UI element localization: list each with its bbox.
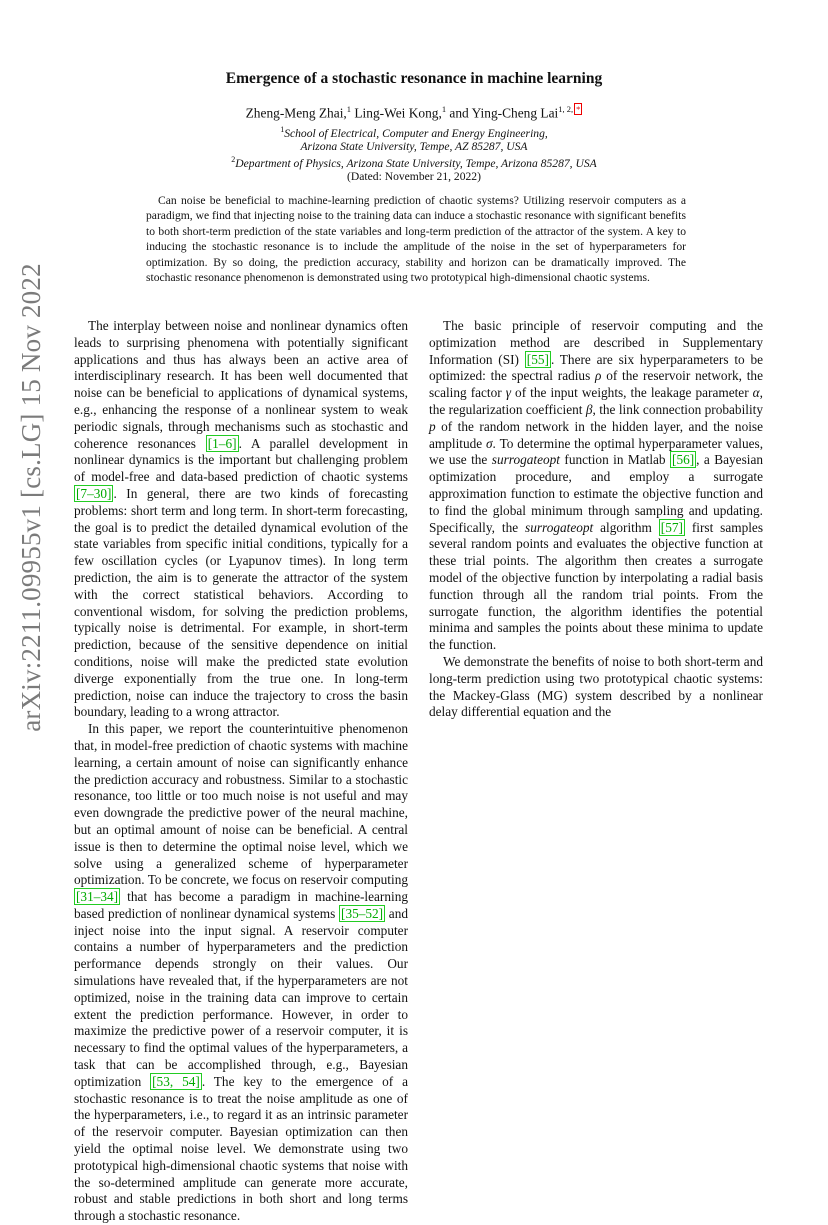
paragraph-text: of the input weights, the leakage parameter — [511, 385, 753, 401]
paper-title: Emergence of a stochastic resonance in machine learning — [225, 70, 603, 87]
math-symbol: β — [585, 401, 593, 417]
author-name: Ling-Wei Kong, — [351, 105, 442, 121]
paragraph-text: , the regularization coefficient — [429, 385, 763, 417]
paragraph-text: first samples several random points and evaluates the objective function at these trial points. The algorithm then creates a surrogate model of the objective function by interpolating a radial basis function through all the random trial points. From the surrogate function, the algorithm identifies the potential minima and samples the points about these minima to update the function. — [429, 519, 764, 653]
math-symbol: p — [429, 418, 436, 434]
affiliation-marker: 1 — [280, 125, 285, 134]
function-name: surrogateopt — [491, 452, 560, 468]
paragraph-text: In this paper, we report the counterintuitive phenomenon that, in model-free prediction of chaotic systems with machine learning, a certain amount of noise can significantly enhance the prediction accuracy and robustness. Similar to a stochastic resonance, too little or too much noise is not useful and may even downgrade the predictive power of the neural machine, but an optimal amount of noise can be beneficial. A central issue is then to determine the optimal noise level, which we solve using a generalized scheme of hyperparameter optimization. To be concrete, we focus on reservoir computing — [74, 721, 408, 888]
math-symbol: γ — [505, 385, 511, 401]
function-name: surrogateopt — [525, 519, 594, 535]
citation-link[interactable]: [55] — [526, 351, 549, 367]
paragraph-text: , a Bayesian optimization procedure, and employ a surrogate approximation function to estimate the objective function and to find the global minimum through sampling and updating. Specifically, the — [429, 452, 763, 535]
paragraph-text: of the random network in the hidden layer, and the noise amplitude — [429, 418, 763, 451]
paragraph-text: . The key to the emergence of a stochastic resonance is to treat the noise amplitude as one of the hyperparameters, i.e., to regard it as an intrinsic parameter of the reservoir computer. Bayesian optimization can then yield the optimal noise level. We demonstrate using two prototypical high-dimensional chaotic systems that noise with the so-determined amplitude can generate more accurate, robust and stable predictions in both short and long terms through a stochastic resonance. — [74, 1073, 408, 1224]
abstract: Can noise be beneficial to machine-learning prediction of chaotic systems? Utilizing reservoir computers as a paradigm, we find that injecting noise to the training data can induce a stochastic resonance with significant benefits to both short-term prediction of the state variables and long-term prediction of the attractor of the system. A key to inducing the stochastic resonance is to include the amplitude of the noise in the set of hyperparameters for optimization. By so doing, the prediction accuracy, stability and horizon can be dramatically improved. The stochastic resonance phenomenon is demonstrated using two prototypical high-dimensional chaotic systems. — [146, 194, 686, 285]
affiliation-text: Arizona State University, Tempe, AZ 85287, USA — [300, 140, 528, 153]
body-paragraph — [429, 318, 763, 654]
date-line: (Dated: November 21, 2022) — [347, 170, 481, 183]
body-paragraph — [429, 654, 763, 721]
author-list — [0, 104, 828, 121]
citation-link[interactable]: [56] — [672, 452, 695, 468]
affiliation-text: Department of Physics, Arizona State University, Tempe, Arizona 85287, USA — [235, 156, 597, 170]
paragraph-text: . A parallel development in nonlinear dynamics is the important but challenging problem of model-free and data-based prediction of chaotic systems — [74, 435, 408, 485]
affiliation-text: School of Electrical, Computer and Energy Engineering, — [284, 126, 548, 140]
author-name: Zheng-Meng Zhai, — [245, 105, 347, 121]
arxiv-identifier-sidebar — [8, 262, 54, 732]
body-column-right — [429, 318, 763, 721]
paragraph-text: . In general, there are two kinds of forecasting problems: short term and long term. In short-term forecasting, the goal is to predict the detailed dynamical evolution of the state variables from specific initial conditions, typically for a few oscillation cycles (or Lyapunov times). In long term prediction, the aim is to generate the attractor of the system with the correct statistical behaviors. According to conventional wisdom, for solving the prediction problems, typically noise is detrimental. For example, in short-term prediction, because of the sensitive dependence on initial conditions, noise will make the predicted state evolution diverge exponentially from the true one. In long-term prediction, noise can induce the trajectory to cross the basin boundary, leading to a wrong attractor. — [74, 485, 408, 720]
corresponding-author-link[interactable]: * — [576, 104, 581, 114]
body-paragraph — [74, 721, 408, 1225]
paragraph-text: function in Matlab — [559, 452, 671, 468]
citation-link[interactable]: [31–34] — [76, 889, 119, 905]
paragraph-text: and inject noise into the input signal. A reservoir computer contains a number of hyperparameters and the prediction performance depends strongly on their values. Our simulations have revealed that, if the hyperparameters are not optimized, noise in the training data can improve to certain extent the prediction performance. However, in order to maximize the predictive power of a reservoir computer, it is necessary to find the optimal values of the hyperparameters, a task that can be accomplished through, e.g., Bayesian optimization — [74, 905, 408, 1089]
affiliation-line — [0, 140, 828, 153]
affiliation-marker: 1 — [441, 104, 447, 114]
paragraph-text: . There are six hyperparameters to be optimized: the spectral radius — [429, 351, 763, 384]
citation-link[interactable]: [57] — [660, 519, 683, 535]
citation-link[interactable]: [35–52] — [341, 905, 384, 921]
paragraph-text: The basic principle of reservoir computing and the optimization method are described in Supplementary Information (SI) — [429, 318, 763, 367]
paragraph-text: , the link connection probability — [592, 401, 763, 417]
paragraph-text: algorithm — [593, 519, 659, 535]
paragraph-text: We demonstrate the benefits of noise to both short-term and long-term prediction using two prototypical chaotic systems: the Mackey-Glass (MG) system described by a nonlinear delay differential equation and the — [429, 653, 763, 720]
paragraph-text: that has become a paradigm in machine-learning based prediction of nonlinear dynamical systems — [74, 889, 408, 921]
math-symbol: σ — [485, 435, 493, 451]
citation-link[interactable]: [1–6] — [207, 435, 237, 451]
arxiv-id-text: arXiv:2211.09955v1 [cs.LG] 15 Nov 2022 — [15, 262, 46, 732]
affiliation-line — [0, 125, 828, 140]
citation-link[interactable]: [7–30] — [76, 485, 112, 501]
affiliation-line — [0, 155, 828, 170]
paragraph-text: The interplay between noise and nonlinear dynamics often leads to surprising phenomena with potentially significant applications and thus has always been an active area of interdisciplinary research. It has been well documented that noise can be beneficial to applications of dynamical systems, e.g., enhancing the response of a nonlinear system to weak periodic signals, through mechanisms such as stochastic and coherence resonances — [74, 318, 408, 451]
body-paragraph — [74, 318, 408, 721]
affiliation-marker: 1, 2, — [558, 104, 574, 114]
math-symbol: α — [752, 385, 760, 401]
affiliation-marker: 1 — [346, 104, 352, 114]
paragraph-text: of the reservoir network, the scaling factor — [429, 368, 763, 401]
body-column-left — [74, 318, 408, 1225]
math-symbol: ρ — [595, 368, 602, 384]
paragraph-text: . To determine the optimal hyperparameter values, we use the — [429, 435, 764, 468]
citation-link[interactable]: [53, 54] — [152, 1073, 200, 1089]
affiliation-marker: 2 — [231, 155, 236, 164]
author-name: and Ying-Cheng Lai — [446, 105, 559, 121]
